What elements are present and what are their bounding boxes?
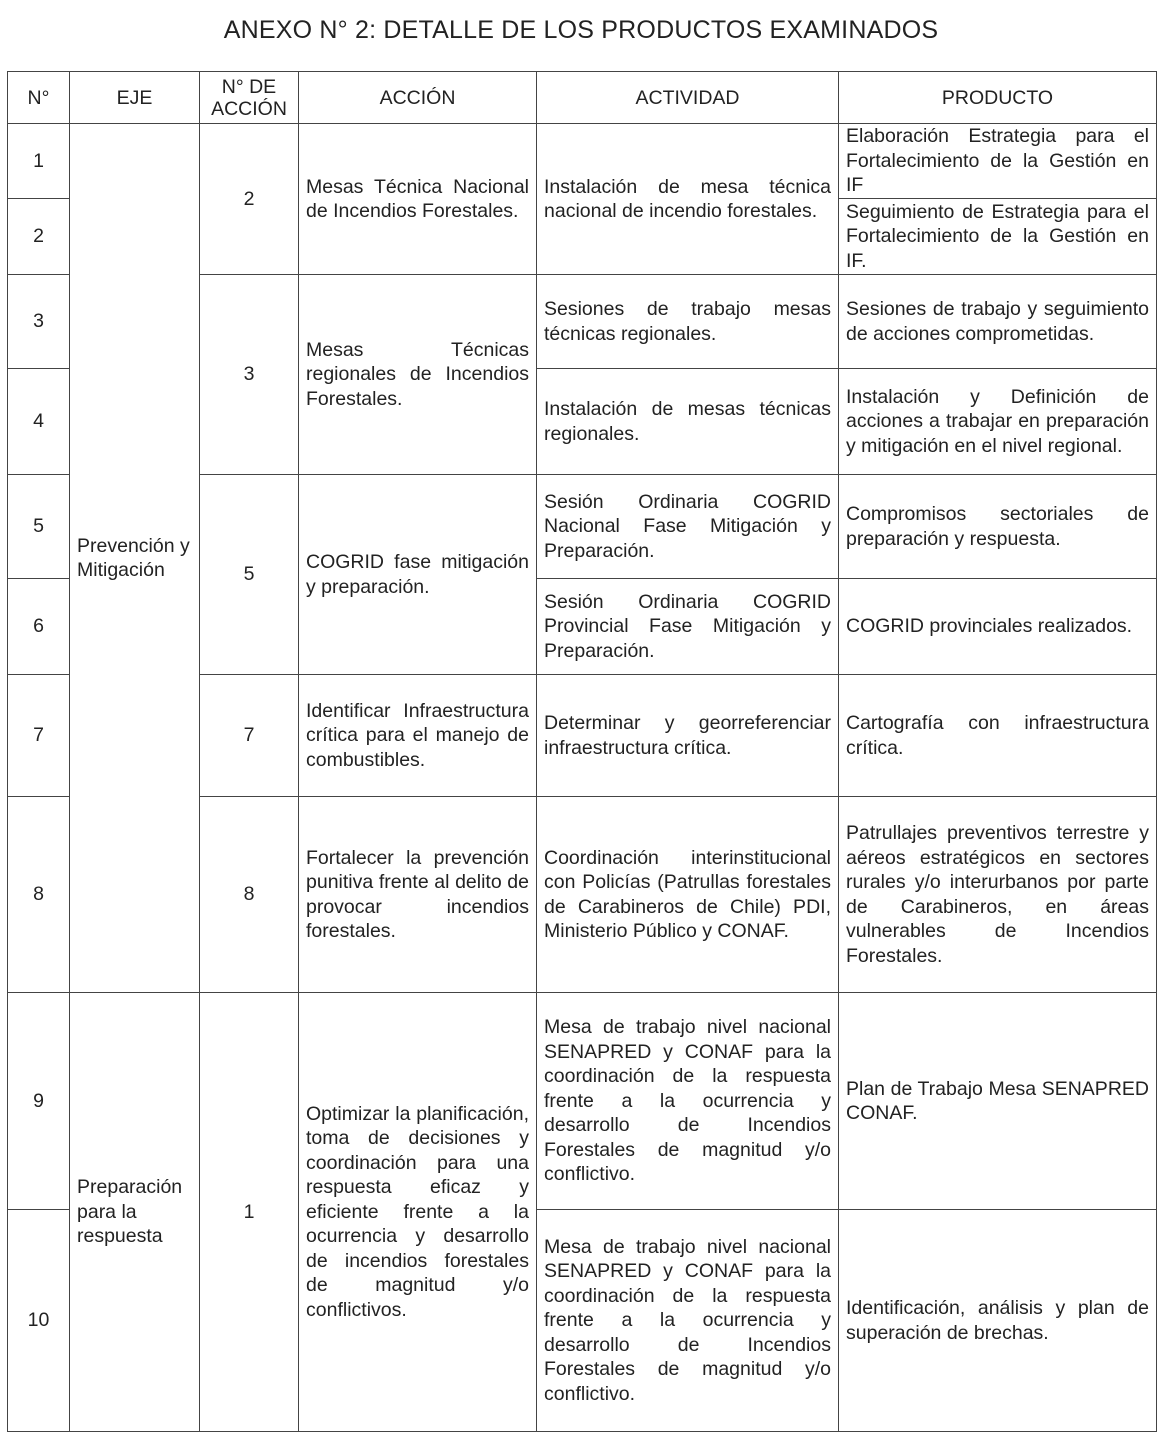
producto-cell: Sesiones de trabajo y seguimiento de acciones comprometidas. — [839, 275, 1157, 369]
row-number: 4 — [8, 369, 70, 475]
header-eje: EJE — [70, 72, 200, 124]
actividad-cell: Coordinación interinstitucional con Policías (Patrullas forestales de Carabineros de Chile) PDI, Ministerio Público y CONAF. — [537, 797, 839, 993]
actividad-cell: Instalación de mesas técnicas regionales. — [537, 369, 839, 475]
row-number: 9 — [8, 993, 70, 1210]
actividad-cell: Determinar y georreferenciar infraestructura crítica. — [537, 675, 839, 797]
producto-cell: Plan de Trabajo Mesa SENAPRED CONAF. — [839, 993, 1157, 1210]
producto-cell: Identificación, análisis y plan de superación de brechas. — [839, 1210, 1157, 1432]
eje-cell: Preparación para la respuesta — [70, 993, 200, 1432]
row-number: 3 — [8, 275, 70, 369]
accion-cell: Fortalecer la prevención punitiva frente al delito de provocar incendios forestales. — [299, 797, 537, 993]
accion-number: 8 — [200, 797, 299, 993]
row-number: 8 — [8, 797, 70, 993]
header-n-accion: N° DE ACCIÓN — [200, 72, 299, 124]
row-number: 10 — [8, 1210, 70, 1432]
accion-number: 2 — [200, 124, 299, 275]
header-producto: PRODUCTO — [839, 72, 1157, 124]
accion-number: 5 — [200, 475, 299, 675]
actividad-cell: Instalación de mesa técnica nacional de incendio forestales. — [537, 124, 839, 275]
row-number: 1 — [8, 124, 70, 199]
accion-number: 7 — [200, 675, 299, 797]
producto-cell: Cartografía con infraestructura crítica. — [839, 675, 1157, 797]
actividad-cell: Mesa de trabajo nivel nacional SENAPRED y CONAF para la coordinación de la respuesta frente a la ocurrencia y desarrollo de Incendios Forestales de magnitud y/o conflictivo. — [537, 1210, 839, 1432]
table-row — [8, 993, 1157, 1210]
accion-cell: Mesas Técnicas regionales de Incendios Forestales. — [299, 275, 537, 475]
header-n: N° — [8, 72, 70, 124]
row-number: 7 — [8, 675, 70, 797]
actividad-cell: Sesión Ordinaria COGRID Provincial Fase Mitigación y Preparación. — [537, 579, 839, 675]
header-accion: ACCIÓN — [299, 72, 537, 124]
table-header-row — [8, 72, 1157, 124]
producto-cell: Compromisos sectoriales de preparación y respuesta. — [839, 475, 1157, 579]
row-number: 5 — [8, 475, 70, 579]
actividad-cell: Sesiones de trabajo mesas técnicas regionales. — [537, 275, 839, 369]
row-number: 6 — [8, 579, 70, 675]
producto-cell: COGRID provinciales realizados. — [839, 579, 1157, 675]
producto-cell: Seguimiento de Estrategia para el Fortalecimiento de la Gestión en IF. — [839, 199, 1157, 275]
producto-cell: Patrullajes preventivos terrestre y aéreos estratégicos en sectores rurales y/o interurbanos por parte de Carabineros, en áreas vulnerables de Incendios Forestales. — [839, 797, 1157, 993]
eje-cell: Prevención y Mitigación — [70, 124, 200, 993]
accion-cell: Optimizar la planificación, toma de decisiones y coordinación para una respuesta eficaz y eficiente frente a la ocurrencia y desarrollo de incendios forestales de magnitud y/o conflictivos. — [299, 993, 537, 1432]
accion-cell: Identificar Infraestructura crítica para el manejo de combustibles. — [299, 675, 537, 797]
actividad-cell: Mesa de trabajo nivel nacional SENAPRED y CONAF para la coordinación de la respuesta frente a la ocurrencia y desarrollo de Incendios Forestales de magnitud y/o conflictivo. — [537, 993, 839, 1210]
actividad-cell: Sesión Ordinaria COGRID Nacional Fase Mitigación y Preparación. — [537, 475, 839, 579]
row-number: 2 — [8, 199, 70, 275]
products-table — [7, 71, 1157, 1432]
producto-cell: Elaboración Estrategia para el Fortalecimiento de la Gestión en IF — [839, 124, 1157, 199]
table-row — [8, 124, 1157, 199]
accion-number: 3 — [200, 275, 299, 475]
page-title: ANEXO N° 2: DETALLE DE LOS PRODUCTOS EXAMINADOS — [223, 16, 939, 44]
accion-cell: Mesas Técnica Nacional de Incendios Forestales. — [299, 124, 537, 275]
accion-number: 1 — [200, 993, 299, 1432]
producto-cell: Instalación y Definición de acciones a trabajar en preparación y mitigación en el nivel regional. — [839, 369, 1157, 475]
accion-cell: COGRID fase mitigación y preparación. — [299, 475, 537, 675]
header-actividad: ACTIVIDAD — [537, 72, 839, 124]
